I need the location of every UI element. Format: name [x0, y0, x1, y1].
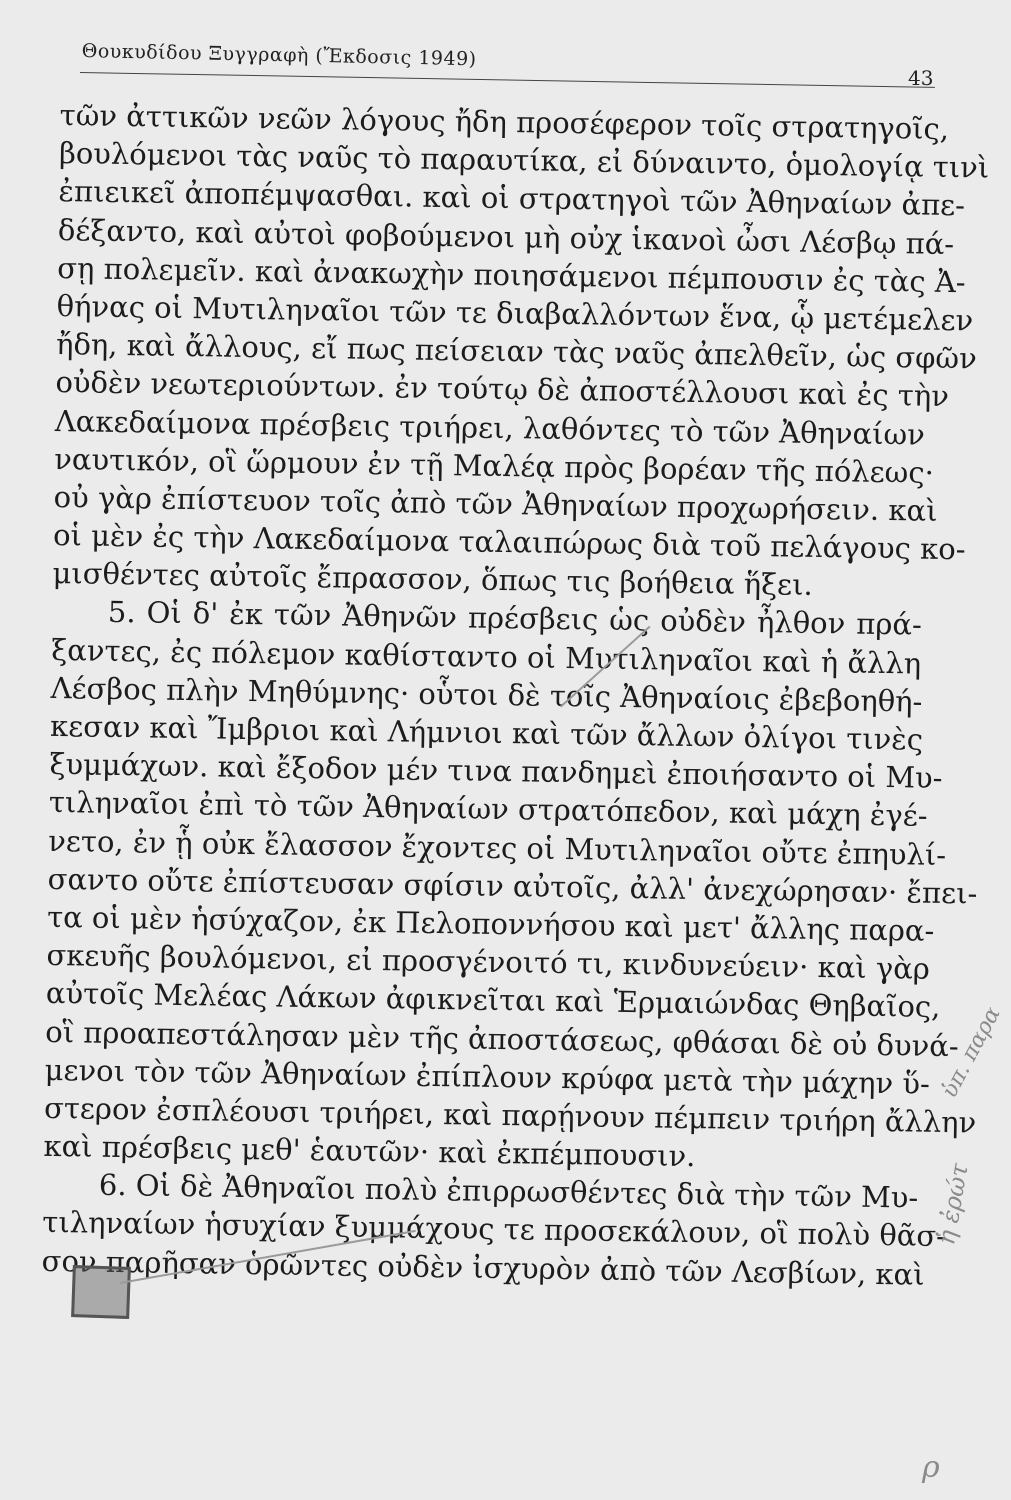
text-line: στερον ἐσπλέουσι τριήρει, καὶ παρῄνουν πέμπειν τριήρη ἄλλην — [43, 1090, 977, 1140]
text-line: καὶ πρέσβεις μεθ' ἑαυτῶν· καὶ ἐκπέμπουσιν. — [43, 1128, 696, 1174]
text-line: δέξαντο, καὶ αὐτοὶ φοβούμενοι μὴ οὐχ ἱκανοὶ ὦσι Λέσβῳ πά- — [57, 212, 955, 261]
text-line: τῶν ἀττικῶν νεῶν λόγους ἤδη προσέφερον τοῖς στρατηγοῖς, — [59, 97, 950, 146]
section-6-start: 6. Οἱ δὲ Ἀθηναῖοι πολὺ ἐπιρρωσθέντες διὰ τὴν τῶν Μυ- — [98, 1167, 919, 1215]
text-line: βουλόμενοι τὰς ναῦς τὸ παραυτίκα, εἰ δύναιντο, ὁμολογίᾳ τινὶ — [58, 136, 990, 185]
text-line: Λέσβος πλὴν Μηθύμνης· οὗτοι δὲ τοῖς Ἀθηναίοις ἐβεβοηθή- — [50, 670, 923, 719]
text-line: κεσαν καὶ Ἴμβριοι καὶ Λήμνιοι καὶ τῶν ἄλλων ὀλίγοι τινὲς — [49, 708, 924, 757]
running-title: Θουκυδίδου Ξυγγραφὴ (Ἔκδοσις 1949) — [81, 40, 477, 71]
text-line: νετο, ἐν ᾗ οὐκ ἔλασσον ἔχοντες οἱ Μυτιληναῖοι οὔτε ἐπηυλί- — [48, 823, 947, 872]
text-line: ἤδη, καὶ ἄλλους, εἴ πως πείσειαν τὰς ναῦς ἀπελθεῖν, ὡς σφῶν — [55, 327, 978, 376]
text-line: μισθέντες αὐτοῖς ἔπρασσον, ὅπως τις βοήθεια ἥξει. — [52, 556, 813, 603]
text-line: μενοι τὸν τῶν Ἀθηναίων ἐπίπλουν κρύφα μετὰ τὴν μάχην ὕ- — [44, 1052, 931, 1101]
text-line: Λακεδαίμονα πρέσβεις τριήρει, λαθόντες τὸ τῶν Ἀθηναίων — [54, 403, 926, 452]
text-line: ἐπιεικεῖ ἀποπέμψασθαι. καὶ οἱ στρατηγοὶ τῶν Ἀθηναίων ἀπε- — [58, 174, 966, 223]
margin-note: ὑπ. παρα — [937, 1002, 1006, 1103]
text-line: οὐδὲν νεωτεριούντων. ἐν τούτῳ δὲ ἀποστέλλουσι καὶ ἐς τὴν — [55, 365, 950, 414]
text-line: οὐ γὰρ ἐπίστευον τοῖς ἀπὸ τῶν Ἀθηναίων προχωρήσειν. καὶ — [53, 479, 938, 528]
text-line: σον παρῆσαν ὁρῶντες οὐδὲν ἰσχυρὸν ἀπὸ τῶν Λεσβίων, καὶ — [41, 1243, 925, 1292]
section-number-highlight — [71, 1265, 131, 1319]
text-line: τιληναίων ἡσυχίαν ξυμμάχους τε προσεκάλουν, οἳ πολὺ θᾶσ- — [42, 1205, 947, 1254]
text-line: ξαντες, ἐς πόλεμον καθίσταντο οἱ Μυτιληναῖοι καὶ ἡ ἄλλη — [51, 632, 922, 681]
text-line: τιληναῖοι ἐπὶ τὸ τῶν Ἀθηναίων στρατόπεδον, καὶ μάχη ἐγέ- — [48, 785, 928, 834]
text-line: θήνας οἱ Μυτιληναῖοι τῶν τε διαβαλλόντων ἕνα, ᾧ μετέμελεν — [56, 288, 974, 338]
text-line: σκευῆς βουλόμενοι, εἰ προσγένοιτό τι, κινδυνεύειν· καὶ γὰρ — [46, 938, 931, 986]
text-line: οἳ προαπεστάλησαν μὲν τῆς ἀποστάσεως, φθάσαι δὲ οὐ δυνά- — [45, 1014, 959, 1063]
header-rule — [80, 72, 935, 88]
section-5-start: 5. Οἱ δ' ἐκ τῶν Ἀθηνῶν πρέσβεις ὡς οὐδὲν ἦλθον πρά- — [107, 595, 923, 643]
margin-note: ρ — [922, 1450, 940, 1485]
text-line: ναυτικόν, οἳ ὥρμουν ἐν τῇ Μαλέᾳ πρὸς βορέαν τῆς πόλεως· — [54, 441, 935, 490]
page-number: 43 — [908, 66, 934, 90]
text-line: σῃ πολεμεῖν. καὶ ἀνακωχὴν ποιησάμενοι πέμπουσιν ἐς τὰς Ἀ- — [57, 250, 966, 299]
text-line: αὐτοῖς Μελέας Λάκων ἀφικνεῖται καὶ Ἑρμαιώνδας Θηβαῖος, — [45, 976, 941, 1025]
text-line: τα οἱ μὲν ἡσύχαζον, ἐκ Πελοποννήσου καὶ μετ' ἄλλης παρα- — [46, 899, 935, 948]
text-line: ξυμμάχων. καὶ ἔξοδον μέν τινα πανδημεὶ ἐποιήσαντο οἱ Μυ- — [49, 747, 943, 796]
text-line: οἱ μὲν ἐς τὴν Λακεδαίμονα ταλαιπώρως διὰ τοῦ πελάγους κο- — [52, 518, 966, 567]
text-line: σαντο οὔτε ἐπίστευσαν σφίσιν αὐτοῖς, ἀλλ' ἀνεχώρησαν· ἔπει- — [47, 861, 978, 911]
margin-note: ἡ ἐρώτ — [932, 1161, 974, 1247]
